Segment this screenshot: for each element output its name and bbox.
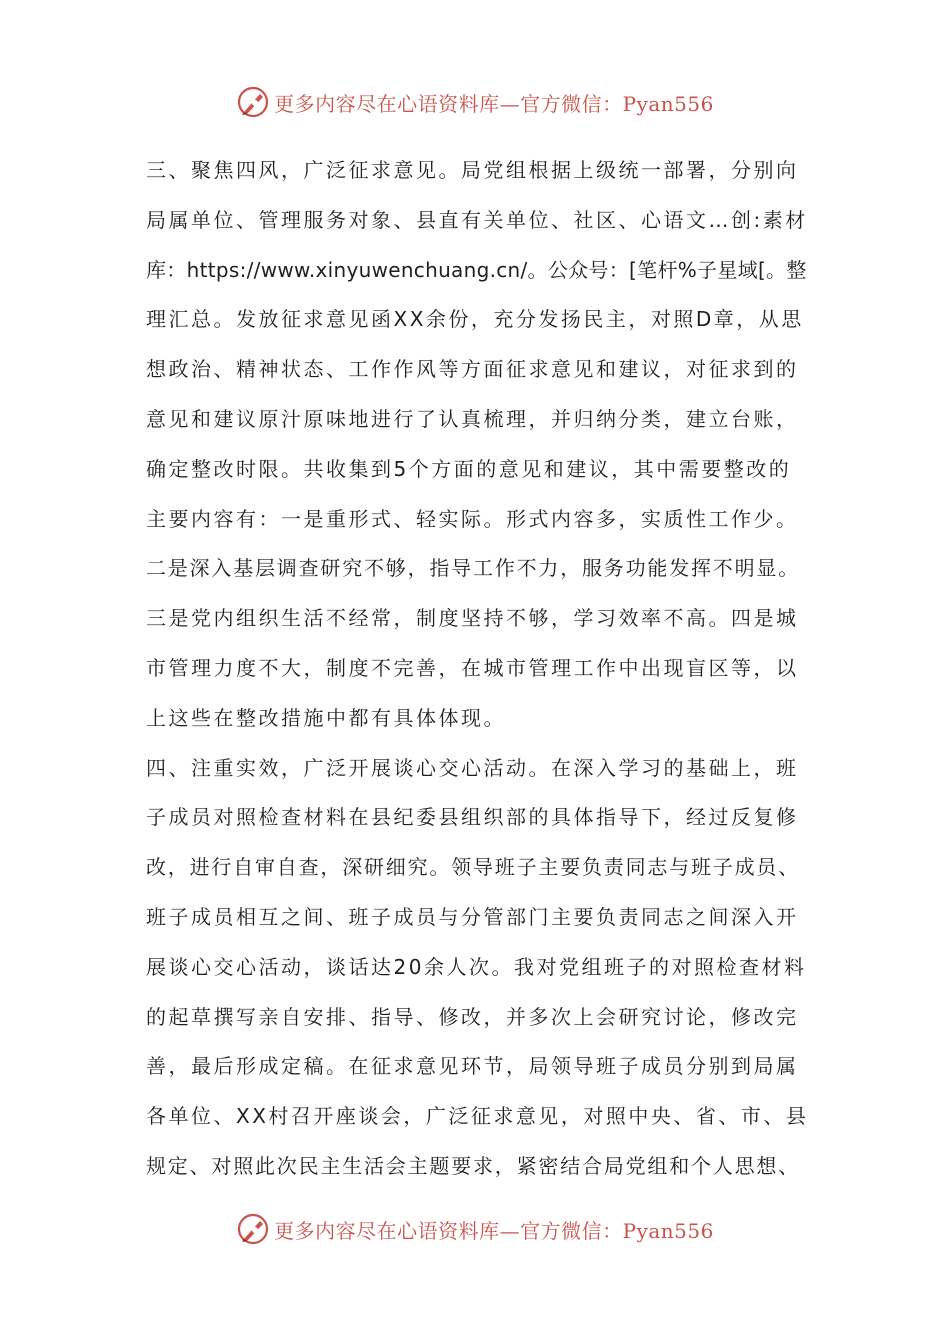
body-line: 主要内容有：一是重形式、轻实际。形式内容多，实质性工作少。 — [146, 506, 799, 531]
body-line: 三是党内组织生活不经常，制度坚持不够，学习效率不高。四是城 — [146, 606, 799, 631]
body-line: 各单位、XX村召开座谈会，广泛征求意见，对照中央、省、市、县 — [146, 1104, 809, 1129]
body-line: 局属单位、管理服务对象、县直有关单位、社区、心语文…创:素材 — [146, 207, 808, 232]
body-line: 班子成员相互之间、班子成员与分管部门主要负责同志之间深入开 — [146, 904, 799, 929]
footer-banner — [0, 1209, 950, 1249]
header-banner — [0, 82, 950, 122]
body-line: 规定、对照此次民主生活会主题要求，紧密结合局党组和个人思想、 — [146, 1153, 800, 1178]
body-line: 展谈心交心活动，谈话达20余人次。我对党组班子的对照检查材料 — [146, 954, 807, 979]
body-line: 三、聚焦四风，广泛征求意见。局党组根据上级统一部署，分别向 — [146, 158, 799, 182]
body-line: 市管理力度不大，制度不完善，在城市管理工作中出现盲区等，以 — [146, 655, 799, 680]
footer-banner-text: 更多内容尽在心语资料库—官方微信：Pyan556 — [274, 1218, 714, 1243]
body-line: 理汇总。发放征求意见函XX余份，充分发扬民主，对照D章，从思 — [146, 307, 804, 332]
body-line: 四、注重实效，广泛开展谈心交心活动。在深入学习的基础上，班 — [146, 755, 799, 780]
body-line: 上这些在整改措施中都有具体体现。 — [146, 705, 506, 730]
body-line: 确定整改时限。共收集到5个方面的意见和建议，其中需要整改的 — [146, 456, 792, 481]
body-line: 改，进行自审自查，深研细究。领导班子主要负责同志与班子成员、 — [146, 855, 800, 880]
body-line: 善，最后形成定稿。在征求意见环节，局领导班子成员分别到局属 — [146, 1054, 799, 1079]
document-body — [146, 146, 821, 1192]
pen-logo-icon — [236, 1212, 270, 1246]
body-line: 想政治、精神状态、工作作风等方面征求意见和建议，对征求到的 — [146, 357, 799, 382]
pen-logo-icon — [236, 85, 270, 119]
body-line: 的起草撰写亲自安排、指导、修改，并多次上会研究讨论，修改完 — [146, 1004, 799, 1029]
body-line: 意见和建议原汁原味地进行了认真梳理，并归纳分类，建立台账， — [146, 406, 799, 431]
header-banner-text: 更多内容尽在心语资料库—官方微信：Pyan556 — [274, 91, 714, 116]
body-line: 库：https://www.xinyuwenchuang.cn/。公众号：[笔杆%子星域[。整 — [146, 257, 807, 282]
body-line: 子成员对照检查材料在县纪委县组织部的具体指导下，经过反复修 — [146, 805, 799, 830]
body-line: 二是深入基层调查研究不够，指导工作不力，服务功能发挥不明显。 — [146, 556, 800, 581]
